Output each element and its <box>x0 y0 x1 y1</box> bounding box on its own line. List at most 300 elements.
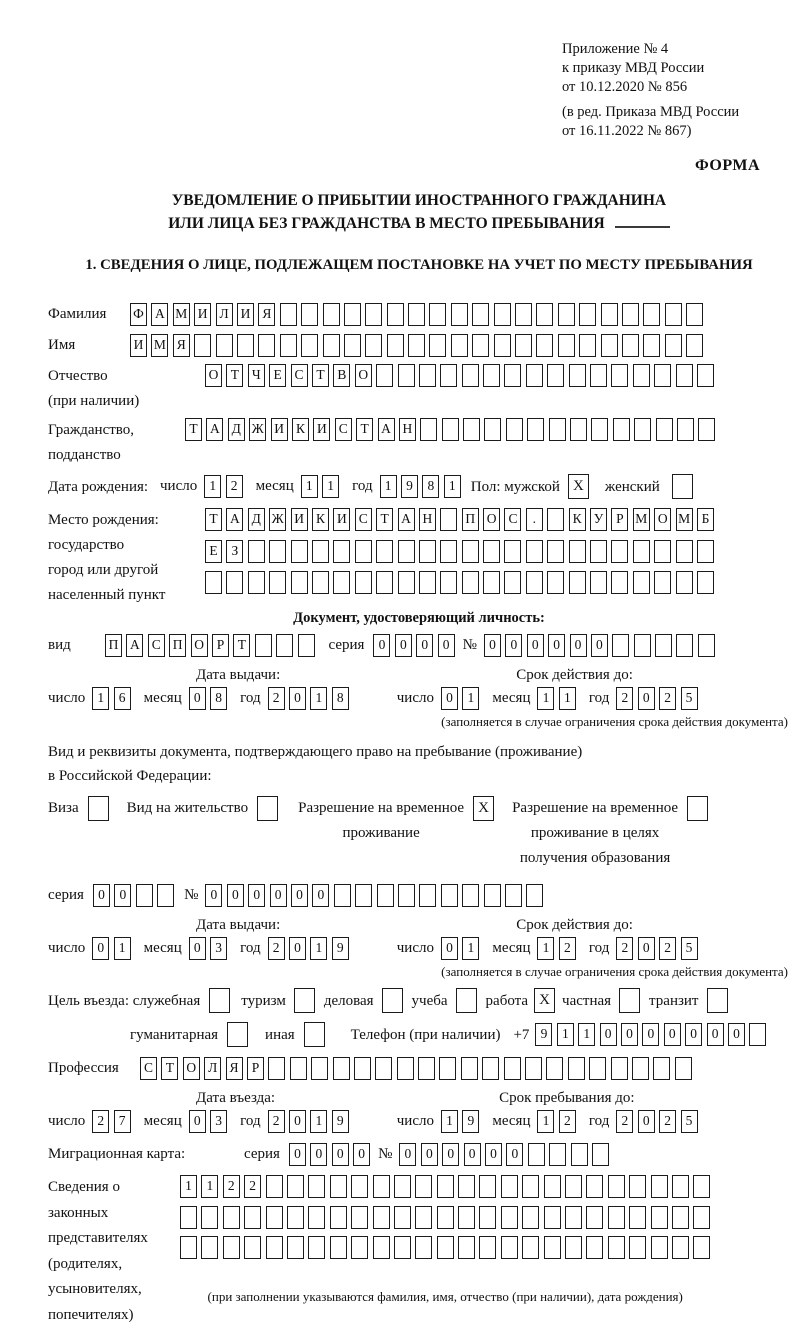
char-cell[interactable] <box>565 1206 582 1229</box>
char-cell[interactable]: С <box>140 1057 157 1080</box>
char-cell[interactable]: Л <box>204 1057 221 1080</box>
char-cell[interactable]: Я <box>258 303 275 326</box>
char-cell[interactable] <box>408 334 425 357</box>
char-cell[interactable]: 0 <box>464 1143 481 1166</box>
char-cell[interactable]: Б <box>697 508 714 531</box>
char-cell[interactable]: 7 <box>114 1110 131 1133</box>
char-cell[interactable]: С <box>355 508 372 531</box>
char-cell[interactable]: Т <box>226 364 243 387</box>
char-cell[interactable] <box>611 364 628 387</box>
char-cell[interactable]: 0 <box>421 1143 438 1166</box>
char-cell[interactable] <box>420 418 437 441</box>
char-cell[interactable] <box>579 303 596 326</box>
char-cell[interactable] <box>479 1236 496 1259</box>
char-cell[interactable]: 1 <box>114 937 131 960</box>
char-cell[interactable]: 0 <box>289 937 306 960</box>
char-cell[interactable]: 1 <box>301 475 318 498</box>
char-cell[interactable]: О <box>483 508 500 531</box>
char-cell[interactable] <box>697 364 714 387</box>
char-cell[interactable] <box>354 1057 371 1080</box>
char-cell[interactable] <box>441 884 458 907</box>
char-cell[interactable] <box>458 1175 475 1198</box>
char-cell[interactable]: И <box>291 508 308 531</box>
char-cell[interactable] <box>494 334 511 357</box>
char-cell[interactable] <box>629 1236 646 1259</box>
char-cell[interactable] <box>418 1057 435 1080</box>
char-cell[interactable]: 0 <box>642 1023 659 1046</box>
char-cell[interactable] <box>216 334 233 357</box>
char-cell[interactable] <box>613 418 630 441</box>
char-cell[interactable] <box>591 418 608 441</box>
char-cell[interactable]: И <box>194 303 211 326</box>
char-cell[interactable]: О <box>183 1057 200 1080</box>
char-cell[interactable] <box>698 634 715 657</box>
char-cell[interactable] <box>398 364 415 387</box>
char-cell[interactable] <box>634 634 651 657</box>
char-cell[interactable] <box>451 334 468 357</box>
char-cell[interactable] <box>344 303 361 326</box>
char-cell[interactable] <box>287 1206 304 1229</box>
char-cell[interactable]: 0 <box>399 1143 416 1166</box>
char-cell[interactable]: 0 <box>685 1023 702 1046</box>
char-cell[interactable] <box>266 1236 283 1259</box>
char-cell[interactable]: 2 <box>226 475 243 498</box>
char-cell[interactable] <box>463 418 480 441</box>
char-cell[interactable]: 2 <box>659 687 676 710</box>
char-cell[interactable]: 0 <box>527 634 544 657</box>
char-cell[interactable] <box>570 418 587 441</box>
char-cell[interactable] <box>276 634 293 657</box>
char-cell[interactable] <box>589 1057 606 1080</box>
char-cell[interactable] <box>462 540 479 563</box>
char-cell[interactable] <box>333 571 350 594</box>
char-cell[interactable] <box>569 540 586 563</box>
char-cell[interactable]: Е <box>205 540 222 563</box>
char-cell[interactable]: Н <box>419 508 436 531</box>
char-cell[interactable]: Т <box>185 418 202 441</box>
char-cell[interactable] <box>462 571 479 594</box>
char-cell[interactable]: Е <box>269 364 286 387</box>
char-cell[interactable]: А <box>378 418 395 441</box>
char-cell[interactable] <box>458 1206 475 1229</box>
char-cell[interactable] <box>451 303 468 326</box>
char-cell[interactable] <box>351 1175 368 1198</box>
char-cell[interactable]: А <box>206 418 223 441</box>
char-cell[interactable]: Я <box>173 334 190 357</box>
char-cell[interactable]: 0 <box>728 1023 745 1046</box>
char-cell[interactable] <box>244 1206 261 1229</box>
char-cell[interactable] <box>515 334 532 357</box>
char-cell[interactable]: Р <box>611 508 628 531</box>
char-cell[interactable]: 0 <box>189 937 206 960</box>
char-cell[interactable]: Я <box>226 1057 243 1080</box>
char-cell[interactable]: 0 <box>441 937 458 960</box>
char-cell[interactable]: 1 <box>462 937 479 960</box>
char-cell[interactable] <box>558 303 575 326</box>
purpose-private-checkbox[interactable] <box>619 988 640 1013</box>
char-cell[interactable] <box>749 1023 766 1046</box>
char-cell[interactable] <box>484 884 501 907</box>
char-cell[interactable] <box>437 1206 454 1229</box>
char-cell[interactable]: 9 <box>535 1023 552 1046</box>
char-cell[interactable]: 2 <box>616 687 633 710</box>
char-cell[interactable] <box>504 540 521 563</box>
char-cell[interactable]: 2 <box>268 1110 285 1133</box>
char-cell[interactable] <box>586 1236 603 1259</box>
char-cell[interactable] <box>665 303 682 326</box>
char-cell[interactable] <box>579 334 596 357</box>
purpose-study-checkbox[interactable] <box>456 988 477 1013</box>
char-cell[interactable] <box>483 571 500 594</box>
char-cell[interactable] <box>440 508 457 531</box>
temp-residence-checkbox[interactable]: X <box>473 796 494 821</box>
char-cell[interactable] <box>290 1057 307 1080</box>
char-cell[interactable] <box>611 540 628 563</box>
char-cell[interactable]: Ж <box>269 508 286 531</box>
char-cell[interactable]: 8 <box>210 687 227 710</box>
char-cell[interactable] <box>506 418 523 441</box>
char-cell[interactable]: А <box>126 634 143 657</box>
char-cell[interactable]: 0 <box>485 1143 502 1166</box>
char-cell[interactable]: 9 <box>462 1110 479 1133</box>
char-cell[interactable] <box>344 334 361 357</box>
char-cell[interactable] <box>280 303 297 326</box>
char-cell[interactable] <box>472 334 489 357</box>
char-cell[interactable]: 3 <box>210 1110 227 1133</box>
char-cell[interactable] <box>536 334 553 357</box>
char-cell[interactable] <box>528 1143 545 1166</box>
char-cell[interactable]: 0 <box>312 884 329 907</box>
char-cell[interactable] <box>526 540 543 563</box>
char-cell[interactable]: 0 <box>289 1110 306 1133</box>
char-cell[interactable]: П <box>105 634 122 657</box>
char-cell[interactable] <box>501 1236 518 1259</box>
char-cell[interactable] <box>205 571 222 594</box>
char-cell[interactable] <box>287 1236 304 1259</box>
char-cell[interactable] <box>633 540 650 563</box>
char-cell[interactable]: У <box>590 508 607 531</box>
char-cell[interactable]: 0 <box>664 1023 681 1046</box>
char-cell[interactable]: 1 <box>559 687 576 710</box>
char-cell[interactable] <box>462 884 479 907</box>
char-cell[interactable] <box>387 303 404 326</box>
char-cell[interactable] <box>526 884 543 907</box>
char-cell[interactable]: М <box>633 508 650 531</box>
char-cell[interactable] <box>268 1057 285 1080</box>
char-cell[interactable] <box>601 303 618 326</box>
purpose-work-checkbox[interactable]: X <box>534 988 555 1013</box>
char-cell[interactable] <box>397 1057 414 1080</box>
char-cell[interactable]: 0 <box>92 937 109 960</box>
char-cell[interactable] <box>226 571 243 594</box>
char-cell[interactable]: 0 <box>484 634 501 657</box>
char-cell[interactable] <box>437 1236 454 1259</box>
char-cell[interactable] <box>676 364 693 387</box>
char-cell[interactable] <box>586 1206 603 1229</box>
char-cell[interactable]: 0 <box>189 1110 206 1133</box>
char-cell[interactable] <box>355 884 372 907</box>
char-cell[interactable]: С <box>148 634 165 657</box>
char-cell[interactable]: 5 <box>681 1110 698 1133</box>
char-cell[interactable] <box>333 1057 350 1080</box>
char-cell[interactable]: И <box>333 508 350 531</box>
purpose-business-checkbox[interactable] <box>382 988 403 1013</box>
char-cell[interactable] <box>269 540 286 563</box>
char-cell[interactable]: И <box>313 418 330 441</box>
char-cell[interactable] <box>651 1236 668 1259</box>
char-cell[interactable]: Н <box>399 418 416 441</box>
char-cell[interactable]: 2 <box>559 1110 576 1133</box>
char-cell[interactable]: 1 <box>537 937 554 960</box>
char-cell[interactable] <box>592 1143 609 1166</box>
purpose-tourism-checkbox[interactable] <box>294 988 315 1013</box>
char-cell[interactable]: В <box>333 364 350 387</box>
char-cell[interactable] <box>334 884 351 907</box>
char-cell[interactable] <box>544 1236 561 1259</box>
char-cell[interactable] <box>622 334 639 357</box>
temp-residence-edu-checkbox[interactable] <box>687 796 708 821</box>
char-cell[interactable] <box>398 540 415 563</box>
char-cell[interactable] <box>398 884 415 907</box>
char-cell[interactable]: 0 <box>93 884 110 907</box>
char-cell[interactable] <box>280 334 297 357</box>
char-cell[interactable] <box>693 1236 710 1259</box>
char-cell[interactable] <box>308 1206 325 1229</box>
char-cell[interactable] <box>676 634 693 657</box>
char-cell[interactable] <box>522 1175 539 1198</box>
char-cell[interactable] <box>501 1175 518 1198</box>
char-cell[interactable] <box>237 334 254 357</box>
char-cell[interactable]: Т <box>376 508 393 531</box>
char-cell[interactable]: 0 <box>205 884 222 907</box>
char-cell[interactable] <box>377 884 394 907</box>
char-cell[interactable] <box>482 1057 499 1080</box>
char-cell[interactable]: 2 <box>244 1175 261 1198</box>
char-cell[interactable] <box>308 1236 325 1259</box>
char-cell[interactable]: 2 <box>92 1110 109 1133</box>
char-cell[interactable] <box>440 364 457 387</box>
char-cell[interactable] <box>373 1206 390 1229</box>
char-cell[interactable]: Т <box>233 634 250 657</box>
char-cell[interactable] <box>651 1175 668 1198</box>
char-cell[interactable]: 0 <box>227 884 244 907</box>
char-cell[interactable] <box>483 364 500 387</box>
char-cell[interactable] <box>565 1175 582 1198</box>
char-cell[interactable]: 3 <box>210 937 227 960</box>
char-cell[interactable] <box>536 303 553 326</box>
char-cell[interactable]: 0 <box>506 1143 523 1166</box>
char-cell[interactable] <box>201 1206 218 1229</box>
char-cell[interactable] <box>387 334 404 357</box>
char-cell[interactable] <box>522 1236 539 1259</box>
char-cell[interactable] <box>676 540 693 563</box>
char-cell[interactable] <box>180 1206 197 1229</box>
char-cell[interactable]: М <box>173 303 190 326</box>
char-cell[interactable] <box>525 1057 542 1080</box>
char-cell[interactable]: 8 <box>332 687 349 710</box>
char-cell[interactable]: О <box>654 508 671 531</box>
char-cell[interactable] <box>654 571 671 594</box>
char-cell[interactable]: 0 <box>332 1143 349 1166</box>
char-cell[interactable]: О <box>205 364 222 387</box>
char-cell[interactable]: Л <box>216 303 233 326</box>
char-cell[interactable] <box>415 1236 432 1259</box>
purpose-transit-checkbox[interactable] <box>707 988 728 1013</box>
char-cell[interactable]: З <box>226 540 243 563</box>
char-cell[interactable] <box>544 1175 561 1198</box>
char-cell[interactable] <box>330 1175 347 1198</box>
char-cell[interactable]: 8 <box>422 475 439 498</box>
char-cell[interactable]: 1 <box>180 1175 197 1198</box>
char-cell[interactable]: 0 <box>600 1023 617 1046</box>
char-cell[interactable] <box>672 1175 689 1198</box>
char-cell[interactable] <box>590 571 607 594</box>
char-cell[interactable]: И <box>130 334 147 357</box>
char-cell[interactable] <box>376 364 393 387</box>
char-cell[interactable] <box>654 540 671 563</box>
purpose-other-checkbox[interactable] <box>304 1022 325 1047</box>
char-cell[interactable] <box>698 418 715 441</box>
char-cell[interactable]: 1 <box>310 687 327 710</box>
char-cell[interactable] <box>629 1206 646 1229</box>
char-cell[interactable]: 2 <box>268 687 285 710</box>
char-cell[interactable]: К <box>292 418 309 441</box>
char-cell[interactable] <box>419 540 436 563</box>
char-cell[interactable] <box>643 334 660 357</box>
char-cell[interactable] <box>258 334 275 357</box>
char-cell[interactable] <box>612 634 629 657</box>
char-cell[interactable]: 1 <box>444 475 461 498</box>
char-cell[interactable] <box>655 634 672 657</box>
char-cell[interactable] <box>248 540 265 563</box>
char-cell[interactable] <box>291 571 308 594</box>
char-cell[interactable] <box>672 1206 689 1229</box>
char-cell[interactable] <box>504 364 521 387</box>
char-cell[interactable] <box>547 540 564 563</box>
char-cell[interactable] <box>394 1236 411 1259</box>
char-cell[interactable] <box>479 1175 496 1198</box>
char-cell[interactable] <box>308 1175 325 1198</box>
char-cell[interactable] <box>298 634 315 657</box>
char-cell[interactable]: 2 <box>268 937 285 960</box>
char-cell[interactable] <box>461 1057 478 1080</box>
char-cell[interactable] <box>505 884 522 907</box>
char-cell[interactable] <box>547 364 564 387</box>
char-cell[interactable] <box>590 540 607 563</box>
char-cell[interactable] <box>494 303 511 326</box>
char-cell[interactable] <box>569 364 586 387</box>
char-cell[interactable]: К <box>312 508 329 531</box>
char-cell[interactable] <box>501 1206 518 1229</box>
char-cell[interactable]: 0 <box>289 687 306 710</box>
sex-male-checkbox[interactable]: X <box>568 474 589 499</box>
char-cell[interactable] <box>484 418 501 441</box>
char-cell[interactable] <box>408 303 425 326</box>
char-cell[interactable] <box>157 884 174 907</box>
char-cell[interactable] <box>437 1175 454 1198</box>
char-cell[interactable]: 0 <box>248 884 265 907</box>
char-cell[interactable] <box>686 334 703 357</box>
char-cell[interactable] <box>429 334 446 357</box>
char-cell[interactable]: Р <box>247 1057 264 1080</box>
char-cell[interactable] <box>608 1236 625 1259</box>
char-cell[interactable] <box>394 1206 411 1229</box>
char-cell[interactable] <box>472 303 489 326</box>
char-cell[interactable]: 0 <box>591 634 608 657</box>
char-cell[interactable]: 5 <box>681 937 698 960</box>
char-cell[interactable] <box>675 1057 692 1080</box>
char-cell[interactable] <box>569 571 586 594</box>
char-cell[interactable] <box>697 571 714 594</box>
char-cell[interactable]: Д <box>228 418 245 441</box>
char-cell[interactable]: 0 <box>291 884 308 907</box>
char-cell[interactable] <box>515 303 532 326</box>
char-cell[interactable] <box>376 540 393 563</box>
char-cell[interactable] <box>376 571 393 594</box>
char-cell[interactable] <box>526 364 543 387</box>
char-cell[interactable]: 0 <box>505 634 522 657</box>
char-cell[interactable]: 5 <box>681 687 698 710</box>
char-cell[interactable] <box>654 364 671 387</box>
char-cell[interactable] <box>136 884 153 907</box>
char-cell[interactable] <box>301 303 318 326</box>
char-cell[interactable] <box>571 1143 588 1166</box>
char-cell[interactable] <box>375 1057 392 1080</box>
char-cell[interactable]: 0 <box>707 1023 724 1046</box>
visa-checkbox[interactable] <box>88 796 109 821</box>
char-cell[interactable] <box>634 418 651 441</box>
char-cell[interactable]: С <box>335 418 352 441</box>
char-cell[interactable] <box>483 540 500 563</box>
char-cell[interactable] <box>429 303 446 326</box>
char-cell[interactable] <box>333 540 350 563</box>
char-cell[interactable] <box>269 571 286 594</box>
char-cell[interactable]: 2 <box>659 937 676 960</box>
char-cell[interactable]: А <box>226 508 243 531</box>
char-cell[interactable]: 0 <box>395 634 412 657</box>
char-cell[interactable] <box>686 303 703 326</box>
char-cell[interactable]: О <box>191 634 208 657</box>
char-cell[interactable]: 2 <box>223 1175 240 1198</box>
char-cell[interactable]: Р <box>212 634 229 657</box>
char-cell[interactable]: 0 <box>621 1023 638 1046</box>
char-cell[interactable]: 2 <box>616 937 633 960</box>
char-cell[interactable] <box>365 334 382 357</box>
char-cell[interactable] <box>676 571 693 594</box>
char-cell[interactable]: 1 <box>537 687 554 710</box>
char-cell[interactable] <box>601 334 618 357</box>
char-cell[interactable] <box>590 364 607 387</box>
char-cell[interactable]: 0 <box>189 687 206 710</box>
char-cell[interactable] <box>693 1175 710 1198</box>
char-cell[interactable]: Ф <box>130 303 147 326</box>
char-cell[interactable] <box>672 1236 689 1259</box>
char-cell[interactable] <box>697 540 714 563</box>
char-cell[interactable] <box>547 571 564 594</box>
char-cell[interactable] <box>439 1057 456 1080</box>
char-cell[interactable]: 6 <box>114 687 131 710</box>
char-cell[interactable]: 9 <box>401 475 418 498</box>
char-cell[interactable] <box>301 334 318 357</box>
char-cell[interactable]: . <box>526 508 543 531</box>
char-cell[interactable]: И <box>271 418 288 441</box>
char-cell[interactable] <box>373 1236 390 1259</box>
char-cell[interactable] <box>194 334 211 357</box>
char-cell[interactable] <box>312 571 329 594</box>
char-cell[interactable] <box>266 1206 283 1229</box>
char-cell[interactable] <box>323 334 340 357</box>
char-cell[interactable]: М <box>151 334 168 357</box>
